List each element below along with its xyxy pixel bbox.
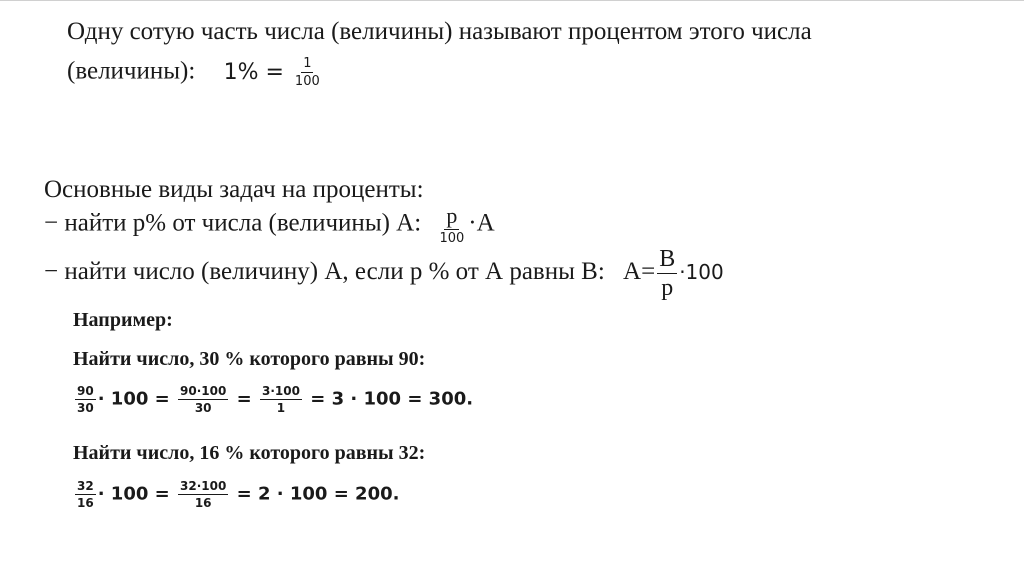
ex1-text-2: =: [236, 388, 252, 410]
percent-fraction-numerator: 1: [303, 56, 312, 71]
ex1-f1-den: 30: [77, 401, 94, 415]
ex1-text-3: = 3 · 100 = 300.: [310, 388, 474, 410]
ex1-f2-num: 90·100: [180, 384, 227, 398]
example-2-solution: [73, 480, 399, 509]
percent-fraction-denominator: 100: [294, 74, 320, 89]
ex1-f2-den: 30: [194, 401, 212, 415]
ex1-fraction-1: [75, 385, 96, 414]
task-2-text: − найти число (величину) А, если р % от А равны В:: [44, 258, 605, 286]
ex2-fraction-1: [75, 480, 96, 509]
percent-fraction: [293, 57, 322, 88]
ex2-f2-num: 32·100: [180, 479, 227, 493]
definition-line-1: Одну сотую часть числа (величины) называют процентом этого числа: [67, 18, 812, 45]
ex1-text-1: · 100 =: [97, 388, 170, 410]
ex1-f1-num: 90: [77, 384, 94, 398]
example-1-solution: [73, 385, 473, 414]
example-label: Например:: [73, 309, 173, 331]
ex1-fraction-3: [260, 385, 302, 414]
definition-line-2: [67, 57, 324, 88]
example-1-question: Найти число, 30 % которого равны 90:: [73, 348, 426, 370]
ex2-text-2: = 2 · 100 = 200.: [236, 483, 400, 505]
task-2-denominator: p: [661, 275, 674, 301]
percent-formula-lhs: 1% =: [223, 59, 284, 85]
task-2-lhs: A=: [623, 258, 656, 286]
ex2-text-1: · 100 =: [97, 483, 170, 505]
task-2-numerator: B: [659, 246, 676, 272]
task-1-text: − найти р% от числа (величины) А:: [44, 209, 422, 237]
task-1-fraction: [437, 205, 466, 245]
ex2-fraction-2: [178, 480, 228, 509]
task-1-tail: ·A: [468, 209, 495, 237]
task-2-fraction: [657, 247, 677, 300]
ex2-f1-den: 16: [77, 496, 94, 510]
task-1: [44, 205, 495, 245]
percent-formula: [223, 56, 324, 89]
task-1-numerator: p: [446, 203, 458, 228]
ex1-fraction-2: [178, 385, 228, 414]
example-2-question: Найти число, 16 % которого равны 32:: [73, 442, 426, 464]
ex1-f3-den: 1: [276, 401, 286, 415]
tasks-heading: Основные виды задач на проценты:: [44, 176, 424, 203]
ex2-f1-num: 32: [77, 479, 94, 493]
task-2-tail: ·100: [679, 260, 724, 285]
task-1-denominator: 100: [439, 231, 465, 246]
definition-line-2-text: (величины):: [67, 57, 196, 85]
task-2: [44, 247, 724, 300]
ex1-f3-num: 3·100: [261, 384, 300, 398]
ex2-f2-den: 16: [194, 496, 212, 510]
